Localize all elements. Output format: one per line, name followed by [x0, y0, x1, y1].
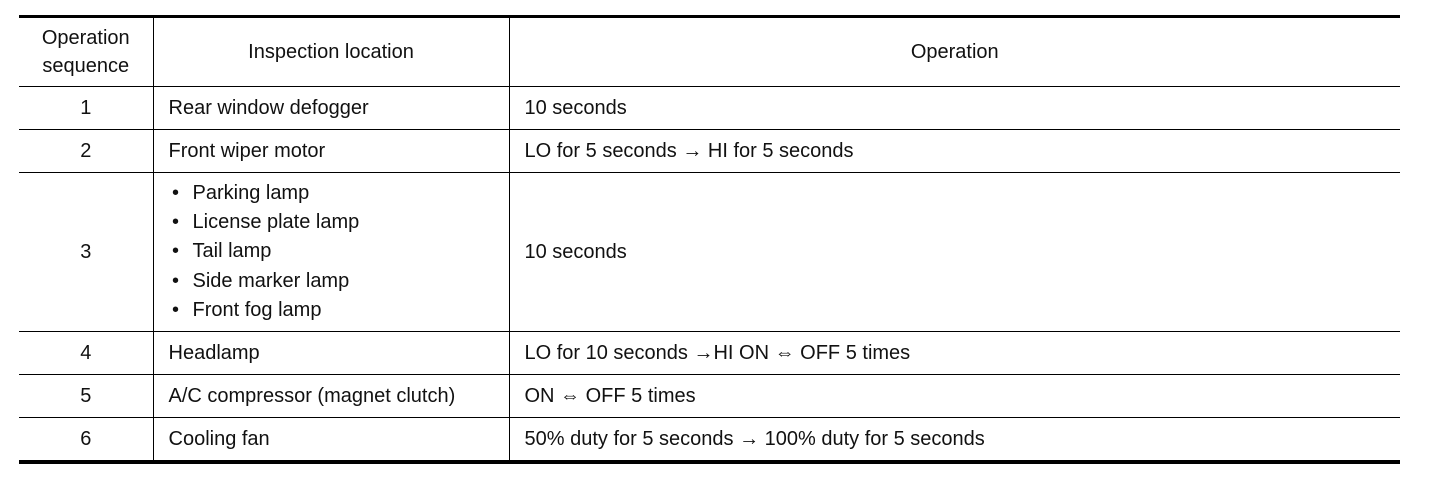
operation-inspection-table	[19, 15, 1400, 464]
table-row	[19, 375, 1400, 418]
list-item-label: Front fog lamp	[192, 298, 322, 321]
header-sequence-line-1: Operation	[41, 27, 130, 49]
row-operation: 50% duty for 5 seconds → 100% duty for 5 seconds	[509, 418, 1400, 463]
lamp-list	[169, 179, 509, 325]
row-location: Headlamp	[153, 332, 509, 375]
header-operation: Operation	[509, 17, 1400, 87]
table-header-row	[19, 17, 1400, 87]
bullet-icon: •	[171, 181, 179, 204]
row-operation: 10 seconds	[509, 173, 1400, 332]
row-sequence: 2	[19, 130, 153, 173]
header-operation-sequence	[19, 17, 153, 87]
bullet-icon: •	[171, 211, 179, 234]
row-sequence: 6	[19, 418, 153, 463]
table-row	[19, 130, 1400, 173]
row-operation: LO for 10 seconds →HI ON ⇔ OFF 5 times	[509, 332, 1400, 375]
table-row	[19, 332, 1400, 375]
table-row	[19, 173, 1400, 332]
bullet-icon: •	[171, 240, 179, 263]
list-item-label: License plate lamp	[192, 211, 360, 234]
table-row	[19, 87, 1400, 130]
row-sequence: 4	[19, 332, 153, 375]
list-item	[169, 267, 509, 296]
row-operation: LO for 5 seconds → HI for 5 seconds	[509, 130, 1400, 173]
header-sequence-line-2: sequence	[42, 55, 130, 77]
table-row	[19, 418, 1400, 463]
list-item-label: Parking lamp	[192, 181, 310, 204]
row-location: A/C compressor (magnet clutch)	[153, 375, 509, 418]
row-sequence: 3	[19, 173, 153, 332]
bullet-icon: •	[171, 298, 179, 321]
list-item	[169, 237, 509, 266]
row-sequence: 5	[19, 375, 153, 418]
row-location: Cooling fan	[153, 418, 509, 463]
row-location: Front wiper motor	[153, 130, 509, 173]
list-item-label: Side marker lamp	[192, 269, 350, 292]
row-operation: ON ⇔ OFF 5 times	[509, 375, 1400, 418]
row-location: Rear window defogger	[153, 87, 509, 130]
row-operation: 10 seconds	[509, 87, 1400, 130]
row-sequence: 1	[19, 87, 153, 130]
list-item-label: Tail lamp	[192, 240, 272, 263]
bullet-icon: •	[171, 269, 179, 292]
row-location-list	[153, 173, 509, 332]
list-item	[169, 296, 509, 325]
list-item	[169, 179, 509, 208]
header-inspection-location: Inspection location	[153, 17, 509, 87]
list-item	[169, 208, 509, 237]
